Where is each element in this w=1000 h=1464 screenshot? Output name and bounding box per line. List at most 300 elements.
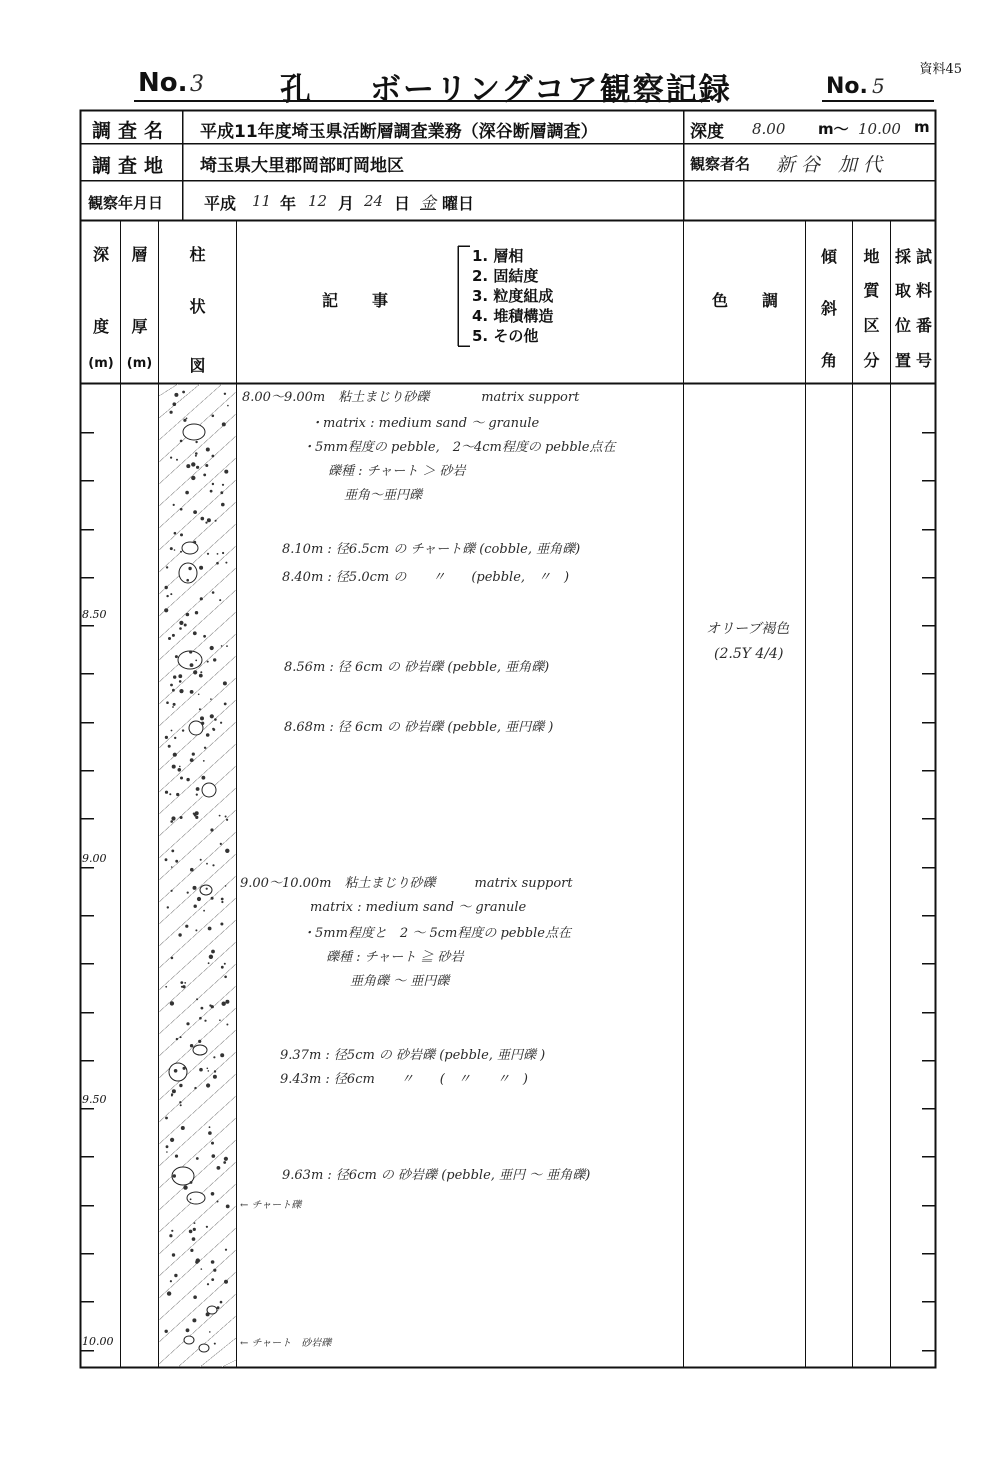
grain-dot	[213, 658, 216, 661]
grain-dot	[206, 1226, 208, 1228]
note-line: 亜角礫 〜 亜円礫	[350, 974, 450, 989]
grain-dot	[186, 579, 189, 582]
grain-dot	[179, 766, 181, 768]
grain-dot	[212, 728, 214, 730]
note-line: 9.43m : 径6cm 〃 ( 〃 〃 )	[280, 1072, 528, 1087]
grain-dot	[194, 1087, 196, 1089]
grain-dot	[222, 422, 226, 426]
hatch-line	[159, 502, 236, 572]
date-weekday-unit: 曜日	[442, 194, 475, 213]
grain-dot	[164, 608, 168, 612]
grain-dot	[186, 613, 190, 617]
grain-dot	[188, 567, 191, 570]
col-depth-unit: (m)	[88, 356, 114, 371]
grain-dot	[204, 1020, 206, 1022]
grain-dot	[200, 597, 203, 600]
grain-dot	[225, 562, 227, 564]
grain-dot	[210, 490, 213, 493]
grain-dot	[166, 595, 168, 597]
grain-dot	[171, 816, 175, 820]
grain-dot	[166, 566, 168, 568]
depth-label-900: 9.00	[82, 852, 107, 865]
col-sample-no-1: 試	[915, 247, 932, 266]
grain-dot	[180, 551, 182, 553]
grain-dot	[216, 562, 219, 565]
grain-dot	[181, 1126, 185, 1130]
grain-dot	[207, 518, 211, 522]
hatch-line	[159, 612, 236, 682]
grain-dot	[174, 1069, 178, 1073]
grain-dot	[165, 586, 168, 589]
hatch-line	[159, 1030, 236, 1100]
grain-dot	[220, 843, 222, 845]
grain-dot	[170, 684, 173, 687]
clast-outline	[169, 1063, 187, 1081]
grain-dot	[180, 533, 183, 536]
grain-dot	[171, 1093, 173, 1095]
hatch-line	[159, 766, 236, 836]
grain-dot	[191, 476, 195, 480]
grain-dot	[190, 1249, 193, 1252]
grain-dot	[223, 681, 227, 685]
grain-dot	[170, 411, 173, 414]
grain-dot	[209, 955, 213, 959]
grain-dot	[226, 819, 228, 821]
grain-dot	[190, 690, 194, 694]
col-sample-no-4: 号	[915, 351, 932, 370]
grain-dot	[217, 1306, 220, 1309]
col-article-2: 事	[372, 291, 389, 310]
col-depth-1: 深	[92, 245, 109, 264]
hatch-line	[159, 1118, 236, 1188]
hatch-line	[159, 1206, 236, 1276]
grain-dot	[211, 950, 215, 954]
survey-name: 平成11年度埼玉県活断層調査業務（深谷断層調査）	[200, 122, 598, 142]
clast-outline	[183, 424, 205, 440]
grain-dot	[221, 966, 224, 969]
grain-dot	[174, 1274, 177, 1277]
grain-dot	[179, 689, 183, 693]
note-line: 礫種 : チャート ＞ 砂岩	[328, 464, 466, 479]
clast-outline	[182, 542, 198, 554]
grain-dot	[170, 1001, 174, 1005]
grain-dot	[211, 1142, 214, 1145]
hatch-line	[222, 1360, 236, 1367]
grain-dot	[175, 655, 178, 658]
hatch-line	[159, 876, 236, 946]
article-item: 5. その他	[472, 327, 539, 345]
grain-dot	[172, 1253, 175, 1256]
grain-dot	[209, 1126, 211, 1128]
grain-dot	[212, 455, 215, 458]
grain-dot	[221, 898, 224, 901]
grain-dot	[191, 462, 195, 466]
date-label: 観察年月日	[88, 194, 164, 212]
grain-dot	[212, 864, 214, 866]
date-year-unit: 年	[280, 194, 297, 213]
grain-dot	[197, 897, 201, 901]
grain-dot	[203, 635, 206, 638]
grain-dot	[172, 1089, 176, 1093]
grain-dot	[165, 791, 168, 794]
grain-dot	[201, 722, 204, 725]
grain-dot	[215, 520, 217, 522]
grain-dot	[199, 674, 203, 678]
grain-dot	[208, 962, 210, 964]
grain-dot	[174, 532, 177, 535]
grain-dot	[193, 886, 197, 890]
grain-dot	[210, 714, 214, 718]
hatch-line	[159, 1074, 236, 1144]
note-line: 8.68m : 径 6cm の 砂岩礫 (pebble, 亜円礫 )	[284, 720, 554, 735]
grain-dot	[169, 793, 171, 795]
grain-dot	[192, 1237, 196, 1241]
grain-dot	[165, 1117, 168, 1120]
col-sample-no-3: 番	[915, 316, 932, 335]
grain-dot	[208, 927, 212, 931]
grain-dot	[175, 860, 178, 863]
note-line: ・5mm程度と 2 〜 5cm程度の pebble点在	[302, 926, 571, 941]
grain-dot	[207, 553, 209, 555]
col-article-1: 記	[322, 291, 339, 310]
grain-dot	[206, 733, 210, 737]
hatch-line	[159, 788, 236, 858]
col-dip-2: 斜	[820, 299, 837, 318]
grain-dot	[180, 440, 183, 443]
hatch-line	[159, 634, 236, 704]
depth-unit: m	[914, 118, 930, 136]
grain-dot	[171, 866, 173, 868]
grain-dot	[201, 1268, 203, 1270]
depth-to: 10.00	[858, 120, 901, 138]
clast-outline	[189, 721, 203, 735]
grain-dot	[225, 849, 229, 853]
grain-dot	[173, 703, 176, 706]
grain-dot	[172, 689, 175, 692]
grain-dot	[194, 905, 197, 908]
grain-dot	[174, 737, 176, 739]
survey-site-label: 調査地	[92, 155, 171, 177]
grain-dot	[224, 1280, 228, 1284]
grain-dot	[210, 828, 213, 831]
grain-dot	[189, 650, 192, 653]
grain-dot	[179, 1084, 182, 1087]
grain-dot	[180, 508, 183, 511]
grain-dot	[186, 778, 189, 781]
grain-dot	[224, 963, 226, 965]
grain-dot	[224, 393, 226, 395]
date-month: 12	[308, 192, 328, 210]
grain-dot	[173, 402, 177, 406]
observer-name: 新谷 加代	[776, 154, 889, 176]
grain-dot	[193, 670, 197, 674]
grain-dot	[224, 1157, 228, 1161]
col-color-2: 調	[762, 291, 779, 310]
grain-dot	[189, 1230, 193, 1234]
grain-dot	[171, 1230, 173, 1232]
hatch-line	[159, 568, 236, 638]
col-dip-1: 傾	[820, 247, 837, 266]
grain-dot	[179, 621, 183, 625]
grain-dot	[179, 627, 182, 630]
grain-dot	[220, 1301, 223, 1304]
grain-dot	[192, 753, 195, 756]
hatch-line	[159, 678, 236, 748]
grain-dot	[207, 1068, 209, 1070]
grain-dot	[175, 1155, 178, 1158]
note-line: 9.00〜10.00m 粘土まじり砂礫 matrix support	[240, 876, 573, 891]
grain-dot	[222, 1002, 226, 1006]
grain-dot	[183, 1067, 186, 1070]
col-sample-no-2: 料	[915, 281, 932, 300]
grain-dot	[198, 694, 200, 696]
col-thickness-2: 厚	[131, 317, 148, 336]
grain-dot	[205, 464, 208, 467]
hatch-line	[159, 524, 236, 594]
color-name: オリーブ褐色	[706, 621, 790, 637]
clast-outline	[200, 885, 212, 895]
grain-dot	[193, 510, 197, 514]
grain-dot	[171, 850, 174, 853]
grain-dot	[226, 645, 228, 647]
grain-dot	[206, 448, 210, 452]
clast-outline	[178, 651, 202, 669]
grain-dot	[192, 1318, 196, 1322]
article-item: 4. 堆積構造	[472, 307, 554, 325]
note-line: 9.63m : 径6cm の 砂岩礫 (pebble, 亜円 〜 亜角礫)	[282, 1168, 591, 1183]
hatch-line	[159, 590, 236, 660]
grain-dot	[193, 1295, 197, 1299]
grain-dot	[167, 1291, 171, 1295]
grain-dot	[173, 1174, 176, 1177]
grain-dot	[214, 718, 217, 721]
grain-dot	[200, 859, 202, 861]
grain-dot	[199, 1068, 203, 1072]
note-line: 礫種 : チャート ≧ 砂岩	[326, 950, 464, 965]
grain-dot	[182, 729, 184, 731]
date-day: 24	[364, 192, 384, 210]
hatch-line	[159, 832, 236, 902]
grain-dot	[193, 541, 196, 544]
grain-dot	[170, 593, 172, 595]
grain-dot	[205, 522, 207, 524]
grain-dot	[182, 391, 185, 394]
clast-outline	[184, 1336, 194, 1344]
depth-label-950: 9.50	[82, 1093, 107, 1106]
grain-dot	[181, 986, 183, 988]
grain-dot	[221, 645, 223, 647]
grain-dot	[174, 549, 176, 551]
grain-dot	[170, 820, 173, 823]
depth-label: 深度	[690, 122, 724, 142]
grain-dot	[186, 1022, 189, 1025]
grain-dot	[196, 1157, 199, 1160]
grain-dot	[176, 459, 178, 461]
grain-dot	[176, 1038, 178, 1040]
hole-no-label: No.	[138, 68, 188, 98]
grain-dot	[222, 484, 224, 486]
grain-dot	[220, 491, 223, 494]
hatch-line	[159, 744, 236, 814]
survey-name-label: 調査名	[92, 120, 171, 142]
grain-dot	[222, 552, 224, 554]
grain-dot	[212, 1154, 216, 1158]
grain-dot	[211, 897, 214, 900]
grain-dot	[165, 986, 167, 988]
grain-dot	[186, 1328, 190, 1332]
grain-dot	[196, 787, 200, 791]
grain-dot	[176, 793, 179, 796]
col-thickness-unit: (m)	[126, 356, 153, 371]
grain-dot	[201, 1007, 204, 1010]
grain-dot	[217, 553, 219, 555]
grain-dot	[200, 716, 204, 720]
date-day-unit: 日	[394, 194, 411, 213]
grain-dot	[180, 981, 183, 984]
grain-dot	[166, 1145, 169, 1148]
grain-dot	[225, 816, 227, 818]
page-title: ボーリングコア観察記録	[370, 72, 732, 108]
note-line: 8.56m : 径 6cm の 砂岩礫 (pebble, 亜角礫)	[284, 660, 550, 675]
grain-dot	[214, 1343, 216, 1345]
grain-dot	[221, 503, 225, 507]
depth-label-850: 8.50	[82, 608, 107, 621]
grain-dot	[169, 1234, 172, 1237]
grain-dot	[185, 925, 188, 928]
page-no-label: No.	[826, 74, 868, 99]
grain-dot	[223, 1161, 226, 1164]
grain-dot	[187, 892, 189, 894]
grain-dot	[203, 760, 205, 762]
grain-dot	[226, 1024, 228, 1026]
grain-dot	[221, 901, 223, 903]
grain-dot	[225, 1249, 227, 1251]
grain-dot	[200, 671, 202, 673]
grain-dot	[184, 624, 187, 627]
grain-dot	[178, 933, 181, 936]
col-geo-4: 分	[863, 351, 880, 370]
grain-dot	[165, 858, 168, 861]
grain-dot	[206, 1083, 210, 1087]
grain-dot	[217, 1166, 221, 1170]
col-sample-pos-2: 取	[894, 281, 911, 300]
depth-label-1000: 10.00	[82, 1335, 114, 1348]
grain-dot	[212, 591, 215, 594]
date-era: 平成	[204, 194, 237, 213]
grain-dot	[212, 483, 214, 485]
grain-dot	[207, 1283, 209, 1285]
grain-dot	[171, 890, 173, 892]
article-item: 2. 固結度	[472, 267, 539, 285]
grain-dot	[190, 663, 194, 667]
grain-dot	[170, 1280, 172, 1282]
grain-dot	[195, 611, 198, 614]
clast-outline	[199, 1344, 209, 1352]
grain-dot	[170, 457, 172, 459]
date-weekday: 金	[420, 193, 437, 212]
grain-dot	[210, 646, 214, 650]
grain-dot	[220, 1053, 224, 1057]
grain-dot	[195, 455, 197, 457]
col-geo-1: 地	[863, 247, 880, 266]
grain-dot	[219, 815, 221, 817]
grain-dot	[219, 599, 221, 601]
grain-dot	[224, 470, 228, 474]
grain-dot	[186, 418, 188, 420]
hole-no: 3	[190, 72, 204, 97]
hatch-line	[159, 384, 200, 418]
grain-dot	[196, 466, 199, 469]
col-sample-pos-1: 採	[894, 247, 911, 266]
hatch-line	[159, 1052, 236, 1122]
grain-dot	[190, 1198, 192, 1200]
grain-dot	[166, 701, 169, 704]
grain-dot	[179, 1101, 181, 1103]
color-code: (2.5Y 4/4)	[714, 646, 784, 662]
grain-dot	[226, 1205, 230, 1209]
col-columnar-2: 状	[189, 297, 206, 316]
grain-dot	[203, 474, 206, 477]
col-sample-pos-3: 位	[894, 316, 911, 335]
note-line: 8.40m : 径5.0cm の 〃 (pebble, 〃 )	[282, 570, 570, 585]
col-columnar-1: 柱	[189, 245, 206, 264]
grain-dot	[196, 1258, 200, 1262]
grain-dot	[214, 1070, 216, 1072]
col-dip-3: 角	[820, 351, 837, 370]
col-columnar-3: 図	[189, 356, 206, 375]
grain-dot	[225, 885, 227, 887]
grain-dot	[190, 1181, 193, 1184]
grain-dot	[210, 698, 212, 700]
grain-dot	[227, 405, 229, 407]
grain-dot	[206, 863, 208, 865]
grain-dot	[172, 634, 175, 637]
grain-dot	[212, 415, 215, 418]
col-color-1: 色	[712, 291, 729, 310]
note-line: 亜角〜亜円礫	[344, 488, 423, 503]
article-items	[472, 246, 553, 346]
grain-dot	[183, 1185, 187, 1189]
grain-dot	[168, 637, 171, 640]
grain-dot	[209, 1004, 211, 1006]
grain-dot	[199, 566, 203, 570]
note-line: ・5mm程度の pebble, 2〜4cm程度の pebble点在	[302, 440, 616, 455]
grain-dot	[180, 1036, 182, 1038]
grain-dot	[196, 794, 198, 796]
grain-dot	[206, 888, 208, 890]
grain-dot	[174, 393, 178, 397]
note-line: ・matrix : medium sand 〜 granule	[310, 416, 540, 431]
grain-dot	[204, 747, 206, 749]
hatch-line	[159, 898, 236, 968]
col-depth-2: 度	[92, 317, 109, 336]
grain-dot	[173, 753, 177, 757]
hatch-line	[159, 1294, 236, 1364]
grain-dot	[199, 708, 201, 710]
grain-dot	[172, 765, 176, 769]
note-line: 9.37m : 径5cm の 砂岩礫 (pebble, 亜円礫 )	[280, 1048, 546, 1063]
grain-dot	[180, 777, 183, 780]
clast-outline	[187, 1192, 205, 1204]
grain-dot	[165, 1330, 168, 1333]
grain-dot	[193, 1228, 196, 1231]
grain-dot	[193, 631, 197, 635]
grain-dot	[219, 1019, 221, 1021]
grain-dot	[185, 491, 189, 495]
grain-dot	[211, 1192, 215, 1196]
grain-dot	[186, 464, 190, 468]
grain-dot	[195, 452, 198, 455]
